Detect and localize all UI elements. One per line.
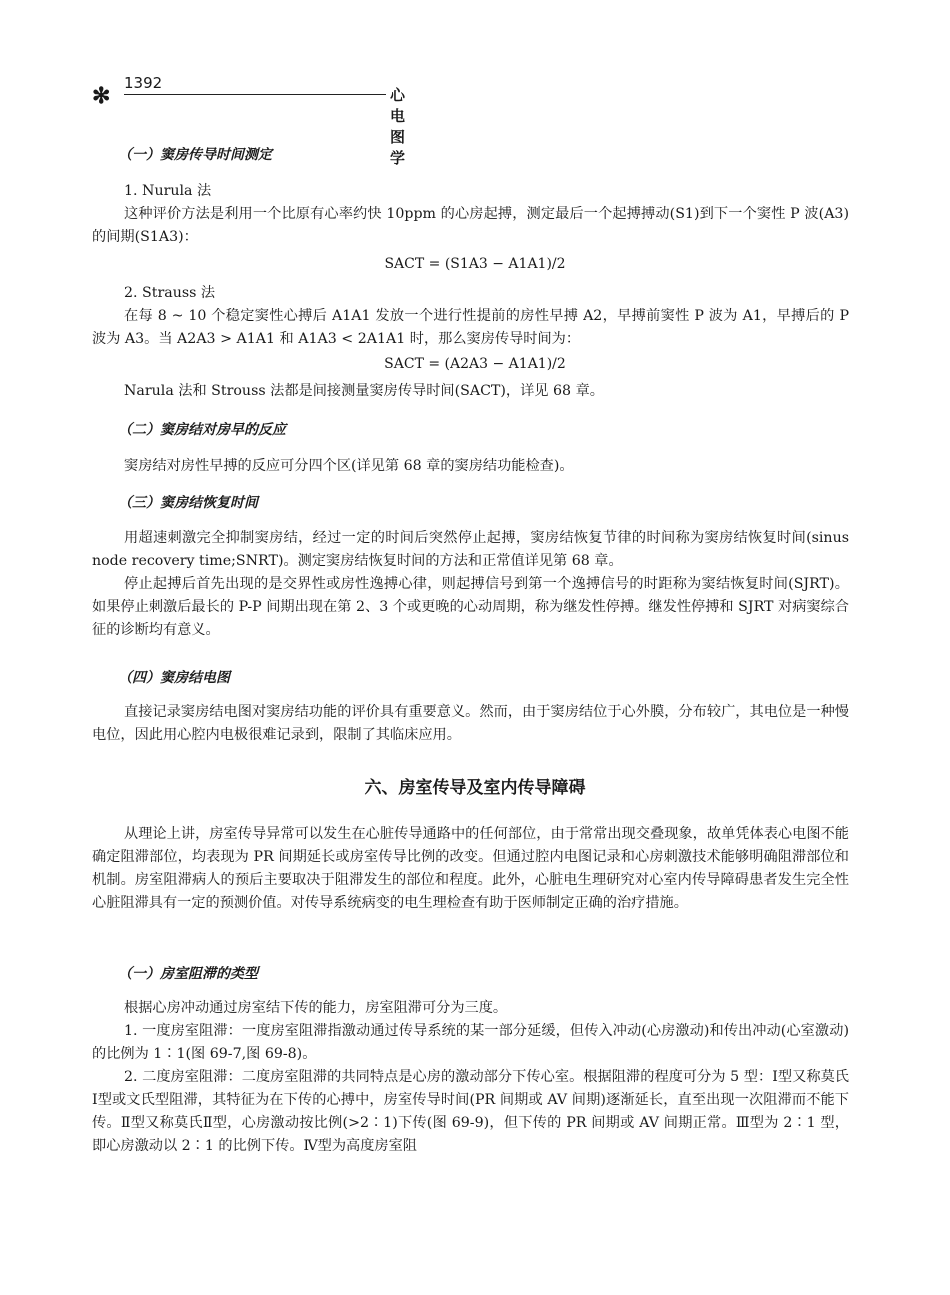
method-strauss (92, 282, 849, 351)
paragraph: 根据心房冲动通过房室结下传的能力，房室阻滞可分为三度。 (124, 1000, 508, 1016)
paragraph: 直接记录窦房结电图对窦房结功能的评价具有重要意义。然而，由于窦房结位于心外膜，分布较广，其电位是一种慢电位，因此用心腔内电极很难记录到，限制了其临床应用。 (92, 704, 849, 743)
header-rule (124, 94, 386, 95)
method-title: 1. Nurula 法 (124, 183, 212, 199)
star-icon: ✻ (92, 83, 111, 109)
paragraph: 2. 二度房室阻滞：二度房室阻滞的共同特点是心房的激动部分下传心室。根据阻滞的程度可分为 5 型：Ⅰ型又称莫氏Ⅰ型或文氏型阻滞，其特征为在下传的心搏中，房室传导时间(PR 间期或 AV 间期)逐渐延长，直至出现一次阻滞而不能下传。Ⅱ型又称莫氏Ⅱ型，心房激动按比例(>2∶1)下传(图 69-9)，但下传的 PR 间期或 AV 间期正常。Ⅲ型为 2∶1 型，即心房激动以 2∶1 的比例下传。Ⅳ型为高度房室阻 (92, 1069, 849, 1154)
paragraph: 停止起搏后首先出现的是交界性或房性逸搏心律，则起搏信号到第一个逸搏信号的时距称为窦结恢复时间(SJRT)。如果停止刺激后最长的 P-P 间期出现在第 2、3 个或更晚的心动周期，称为继发性停搏。继发性停搏和 SJRT 对病窦综合征的诊断均有意义。 (92, 576, 849, 638)
chapter-intro (92, 823, 849, 915)
running-title: 心电图学 (390, 86, 420, 167)
section-heading-snrt: （三）窦房结恢复时间 (118, 495, 258, 511)
paragraph: 1. 一度房室阻滞：一度房室阻滞指激动通过传导系统的某一部分延缓，但传入冲动(心房激动)和传出冲动(心室激动)的比例为 1∶1(图 69-7,图 69-8)。 (92, 1023, 849, 1062)
section-body (92, 997, 849, 1158)
formula-nurula: SACT = (S1A3 − A1A1)/2 (384, 256, 566, 272)
method-nurula (92, 180, 849, 249)
section-heading-atrial-premature: （二）窦房结对房早的反应 (118, 422, 286, 438)
paragraph: 窦房结对房性早搏的反应可分四个区(详见第 68 章的窦房结功能检查)。 (124, 458, 574, 474)
section-body (92, 527, 849, 642)
summary-block (92, 380, 849, 403)
chapter-heading: 六、房室传导及室内传导障碍 (364, 778, 586, 798)
section-heading-sn-electrogram: （四）窦房结电图 (118, 670, 230, 686)
section-body (92, 701, 849, 747)
paragraph: 从理论上讲，房室传导异常可以发生在心脏传导通路中的任何部位，由于常常出现交叠现象，故单凭体表心电图不能确定阻滞部位，均表现为 PR 间期延长或房室传导比例的改变。但通过腔内电图记录和心房刺激技术能够明确阻滞部位和机制。房室阻滞病人的预后主要取决于阻滞发生的部位和程度。此外，心脏电生理研究对心室内传导障碍患者发生完全性心脏阻滞具有一定的预测价值。对传导系统病变的电生理检查有助于医师制定正确的治疗措施。 (92, 826, 849, 911)
paragraph: 用超速刺激完全抑制窦房结，经过一定的时间后突然停止起搏，窦房结恢复节律的时间称为窦房结恢复时间(sinus node recovery time;SNRT)。测定窦房结恢复时间的方法和正常值详见第 68 章。 (92, 530, 849, 569)
page-number: 1392 (124, 74, 163, 92)
section-heading-sact: （一）窦房传导时间测定 (118, 147, 272, 163)
section-body (92, 455, 849, 478)
paragraph: 在每 8 ~ 10 个稳定窦性心搏后 A1A1 发放一个进行性提前的房性早搏 A2，早搏前窦性 P 波为 A1，早搏后的 P 波为 A3。当 A2A3 > A1A1 和 A1A3 < 2A1A1 时，那么窦房传导时间为： (92, 308, 849, 347)
paragraph: Narula 法和 Strouss 法都是间接测量窦房传导时间(SACT)，详见 68 章。 (124, 383, 604, 399)
method-title: 2. Strauss 法 (124, 285, 216, 301)
section-heading-av-block-types: （一）房室阻滞的类型 (118, 966, 258, 982)
formula-strauss: SACT = (A2A3 − A1A1)/2 (384, 356, 566, 372)
paragraph: 这种评价方法是利用一个比原有心率约快 10ppm 的心房起搏，测定最后一个起搏搏动(S1)到下一个窦性 P 波(A3)的间期(S1A3)： (92, 206, 849, 245)
